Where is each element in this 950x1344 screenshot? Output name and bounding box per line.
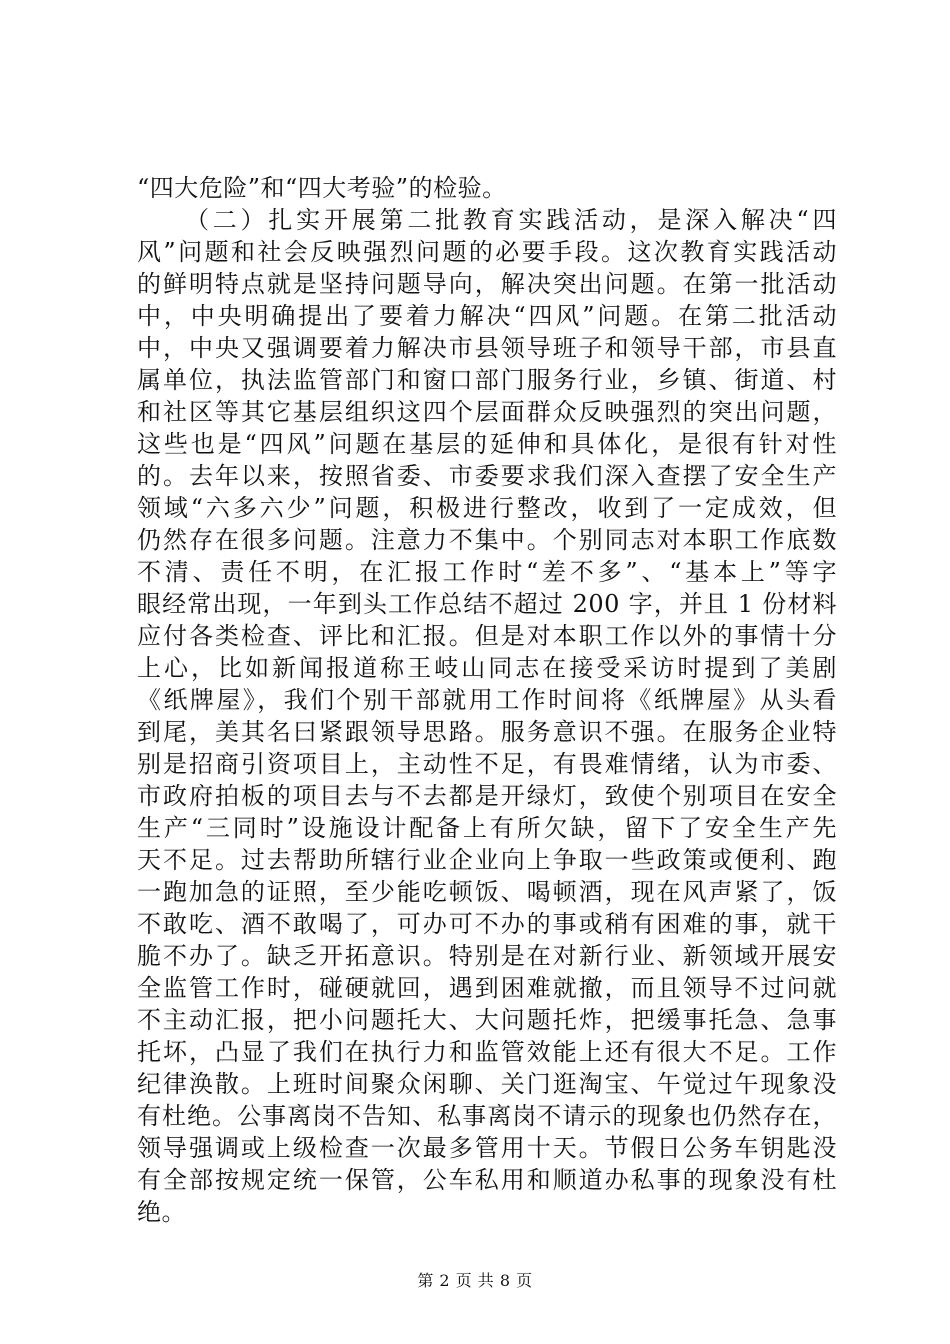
text-line: 脆不办了。缺乏开拓意识。特别是在对新行业、新领域开展安: [137, 942, 837, 970]
text-line: （二）扎实开展第二批教育实践活动，是深入解决“四: [185, 206, 837, 234]
text-line: 领域“六多六少”问题，积极进行整改，收到了一定成效，但: [137, 494, 837, 522]
text-line: 属单位，执法监管部门和窗口部门服务行业，乡镇、街道、村: [137, 366, 837, 394]
text-line: 中，中央明确提出了要着力解决“四风”问题。在第二批活动: [137, 302, 837, 330]
text-line: 和社区等其它基层组织这四个层面群众反映强烈的突出问题，: [137, 398, 837, 426]
text-line: 托坏，凸显了我们在执行力和监管效能上还有很大不足。工作: [137, 1038, 837, 1066]
text-line: 仍然存在很多问题。注意力不集中。个别同志对本职工作底数: [137, 526, 837, 554]
text-line: 到尾，美其名曰紧跟领导思路。服务意识不强。在服务企业特: [137, 718, 837, 746]
text-line: 《纸牌屋》，我们个别干部就用工作时间将《纸牌屋》从头看: [137, 686, 837, 714]
text-line: 的鲜明特点就是坚持问题导向，解决突出问题。在第一批活动: [137, 270, 837, 298]
text-line: 领导强调或上级检查一次最多管用十天。节假日公务车钥匙没: [137, 1134, 837, 1162]
text-line: 别是招商引资项目上，主动性不足，有畏难情绪，认为市委、: [137, 750, 837, 778]
text-line: 中，中央又强调要着力解决市县领导班子和领导干部，市县直: [137, 334, 837, 362]
body-text: [137, 172, 837, 1228]
text-line: 有杜绝。公事离岗不告知、私事离岗不请示的现象也仍然存在，: [137, 1102, 837, 1130]
text-line: 不清、责任不明，在汇报工作时“差不多”、“基本上”等字: [137, 558, 837, 586]
text-line: 眼经常出现，一年到头工作总结不超过 200 字，并且 1 份材料: [137, 590, 837, 618]
text-line: 这些也是“四风”问题在基层的延伸和具体化，是很有针对性: [137, 430, 837, 458]
text-line: 天不足。过去帮助所辖行业企业向上争取一些政策或便利、跑: [137, 846, 837, 874]
page-footer: 第 2 页 共 8 页: [417, 1271, 533, 1290]
text-line: 上心，比如新闻报道称王岐山同志在接受采访时提到了美剧: [137, 654, 837, 682]
text-line: 市政府拍板的项目去与不去都是开绿灯，致使个别项目在安全: [137, 782, 837, 810]
text-line: 纪律涣散。上班时间聚众闲聊、关门逛淘宝、午觉过午现象没: [137, 1070, 837, 1098]
text-line: 生产“三同时”设施设计配备上有所欠缺，留下了安全生产先: [137, 814, 837, 842]
text-line: 风”问题和社会反映强烈问题的必要手段。这次教育实践活动: [137, 238, 837, 266]
text-line: 有全部按规定统一保管，公车私用和顺道办私事的现象没有杜: [137, 1166, 837, 1194]
text-line: 的。去年以来，按照省委、市委要求我们深入查摆了安全生产: [137, 462, 837, 490]
text-line: 全监管工作时，碰硬就回，遇到困难就撤，而且领导不过问就: [137, 974, 837, 1002]
text-line: “四大危险”和“四大考验”的检验。: [137, 174, 507, 202]
text-line: 应付各类检查、评比和汇报。但是对本职工作以外的事情十分: [137, 622, 837, 650]
text-line: 不主动汇报，把小问题托大、大问题托炸，把缓事托急、急事: [137, 1006, 837, 1034]
text-line: 一跑加急的证照，至少能吃顿饭、喝顿酒，现在风声紧了，饭: [137, 878, 837, 906]
text-line: 不敢吃、酒不敢喝了，可办可不办的事或稍有困难的事，就干: [137, 910, 837, 938]
text-line: 绝。: [137, 1198, 186, 1226]
